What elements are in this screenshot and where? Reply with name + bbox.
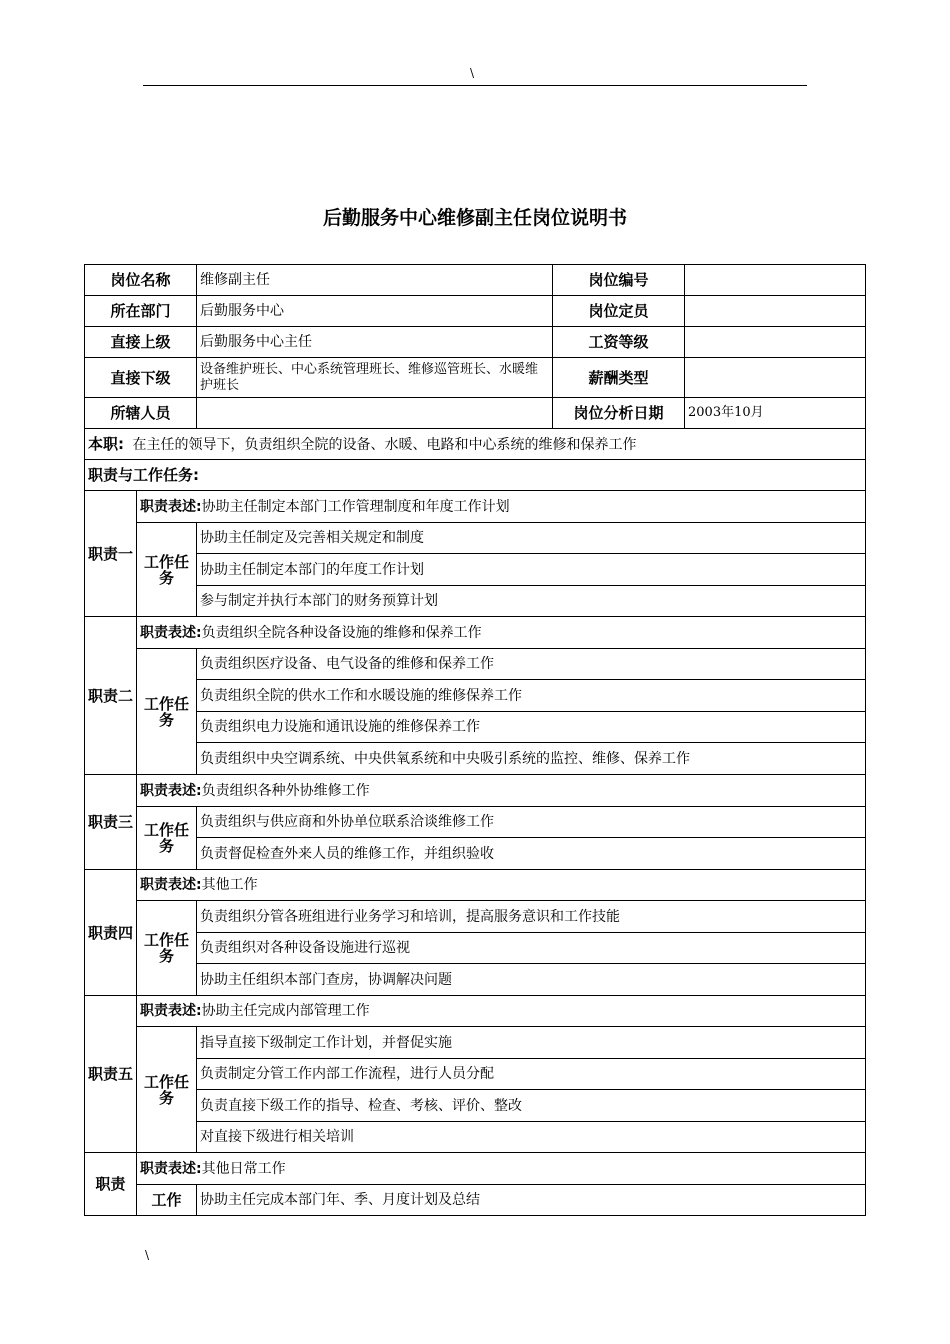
table-row [85,1027,866,1059]
duty-1-statement [137,491,866,523]
table-row [85,901,866,933]
duty-5-statement-text: 协助主任完成内部管理工作 [201,1003,370,1019]
duty-2-task-label: 工作任务 [137,649,197,775]
duty-6-statement-row [85,1153,866,1185]
duty-6-task-label: 工作 [137,1185,197,1216]
duty-3-statement-row [85,775,866,807]
duty-5-task-4: 对直接下级进行相关培训 [197,1122,866,1153]
duty-2-task-3: 负责组织电力设施和通讯设施的维修保养工作 [197,712,866,743]
footer-mark: \ [145,1248,150,1262]
subordinate-label: 直接下级 [85,358,197,398]
subordinate-value: 设备维护班长、中心系统管理班长、维修巡管班长、水暖维护班长 [197,358,553,398]
duty-3-statement [137,775,866,807]
duty-5-statement [137,996,866,1027]
staff-value [197,398,553,429]
duty-4-task-1: 负责组织分管各班组进行业务学习和培训，提高服务意识和工作技能 [197,901,866,933]
duty-1-task-1: 协助主任制定及完善相关规定和制度 [197,523,866,554]
duty-2-statement-row [85,617,866,649]
staff-label: 所辖人员 [85,398,197,429]
post-code-label: 岗位编号 [553,265,685,296]
post-name-label: 岗位名称 [85,265,197,296]
dept-label: 所在部门 [85,296,197,327]
row-staff [85,398,866,429]
quota-value [685,296,866,327]
job-description-table [84,264,866,1216]
duty-2-label: 职责二 [85,617,137,775]
post-name-value: 维修副主任 [197,265,553,296]
duty-5-task-label: 工作任务 [137,1027,197,1153]
duty-4-statement-text: 其他工作 [201,877,258,893]
table-row [85,1122,866,1153]
duty-3-statement-text: 负责组织各种外协维修工作 [201,782,370,799]
duties-title: 职责与工作任务: [85,460,866,491]
duty-5-task-1: 指导直接下级制定工作计划，并督促实施 [197,1027,866,1059]
table-row [85,680,866,712]
row-dept [85,296,866,327]
table-row [85,1090,866,1122]
statement-label: 职责表述: [140,498,202,515]
duty-1-task-label: 工作任务 [137,523,197,617]
statement-label: 职责表述: [140,1003,202,1019]
table-row [85,649,866,680]
duty-4-label: 职责四 [85,870,137,996]
duty-2-statement-text: 负责组织全院各种设备设施的维修和保养工作 [201,624,482,641]
table-row [85,712,866,743]
duty-2-task-2: 负责组织全院的供水工作和水暖设施的维修保养工作 [197,680,866,712]
duty-4-statement-row [85,870,866,901]
table-row [85,933,866,964]
statement-label: 职责表述: [140,782,202,799]
main-duty-cell [85,429,866,460]
duty-6-task-1: 协助主任完成本部门年、季、月度计划及总结 [197,1185,866,1216]
header-rule [143,85,807,86]
duty-2-task-4: 负责组织中央空调系统、中央供氧系统和中央吸引系统的监控、维修、保养工作 [197,743,866,775]
duty-6-label: 职责 [85,1153,137,1216]
superior-value: 后勤服务中心主任 [197,327,553,358]
superior-label: 直接上级 [85,327,197,358]
duty-4-task-2: 负责组织对各种设备设施进行巡视 [197,933,866,964]
salary-type-value [685,358,866,398]
duty-3-task-1: 负责组织与供应商和外协单位联系洽谈维修工作 [197,807,866,838]
table-row [85,523,866,554]
duty-3-task-label: 工作任务 [137,807,197,870]
statement-label: 职责表述: [140,1160,202,1177]
duty-2-task-1: 负责组织医疗设备、电气设备的维修和保养工作 [197,649,866,680]
table-row [85,554,866,586]
row-post-name [85,265,866,296]
main-duty-label: 本职: [88,434,124,453]
duty-3-label: 职责三 [85,775,137,870]
statement-label: 职责表述: [140,624,202,641]
table-row [85,743,866,775]
duty-1-statement-row [85,491,866,523]
duty-1-statement-text: 协助主任制定本部门工作管理制度和年度工作计划 [201,498,510,515]
quota-label: 岗位定员 [553,296,685,327]
duty-5-statement-row [85,996,866,1027]
duty-5-label: 职责五 [85,996,137,1153]
duty-6-statement [137,1153,866,1185]
statement-label: 职责表述: [140,877,202,893]
duty-4-task-3: 协助主任组织本部门查房，协调解决问题 [197,964,866,996]
document-title: 后勤服务中心维修副主任岗位说明书 [322,207,627,229]
duty-1-label: 职责一 [85,491,137,617]
row-main-duty [85,429,866,460]
row-subordinate [85,358,866,398]
duty-1-task-3: 参与制定并执行本部门的财务预算计划 [197,586,866,617]
duty-1-task-2: 协助主任制定本部门的年度工作计划 [197,554,866,586]
duty-5-task-3: 负责直接下级工作的指导、检查、考核、评价、整改 [197,1090,866,1122]
duty-4-task-label: 工作任务 [137,901,197,996]
table-row [85,1185,866,1216]
table-row [85,807,866,838]
duty-2-statement [137,617,866,649]
row-superior [85,327,866,358]
post-code-value [685,265,866,296]
table-row [85,838,866,870]
table-row [85,964,866,996]
dept-value: 后勤服务中心 [197,296,553,327]
table-row [85,1059,866,1090]
duty-3-task-2: 负责督促检查外来人员的维修工作，并组织验收 [197,838,866,870]
duty-4-statement [137,870,866,901]
analysis-date-label: 岗位分析日期 [553,398,685,429]
main-duty-text: 在主任的领导下，负责组织全院的设备、水暖、电路和中心系统的维修和保养工作 [132,436,637,453]
wage-label: 工资等级 [553,327,685,358]
row-duties-title [85,460,866,491]
header-mark: \ [470,66,475,80]
table-row [85,586,866,617]
duty-5-task-2: 负责制定分管工作内部工作流程，进行人员分配 [197,1059,866,1090]
salary-type-label: 薪酬类型 [553,358,685,398]
duty-6-statement-text: 其他日常工作 [201,1160,286,1177]
wage-value [685,327,866,358]
analysis-date-value: 2003年10月 [685,398,866,429]
